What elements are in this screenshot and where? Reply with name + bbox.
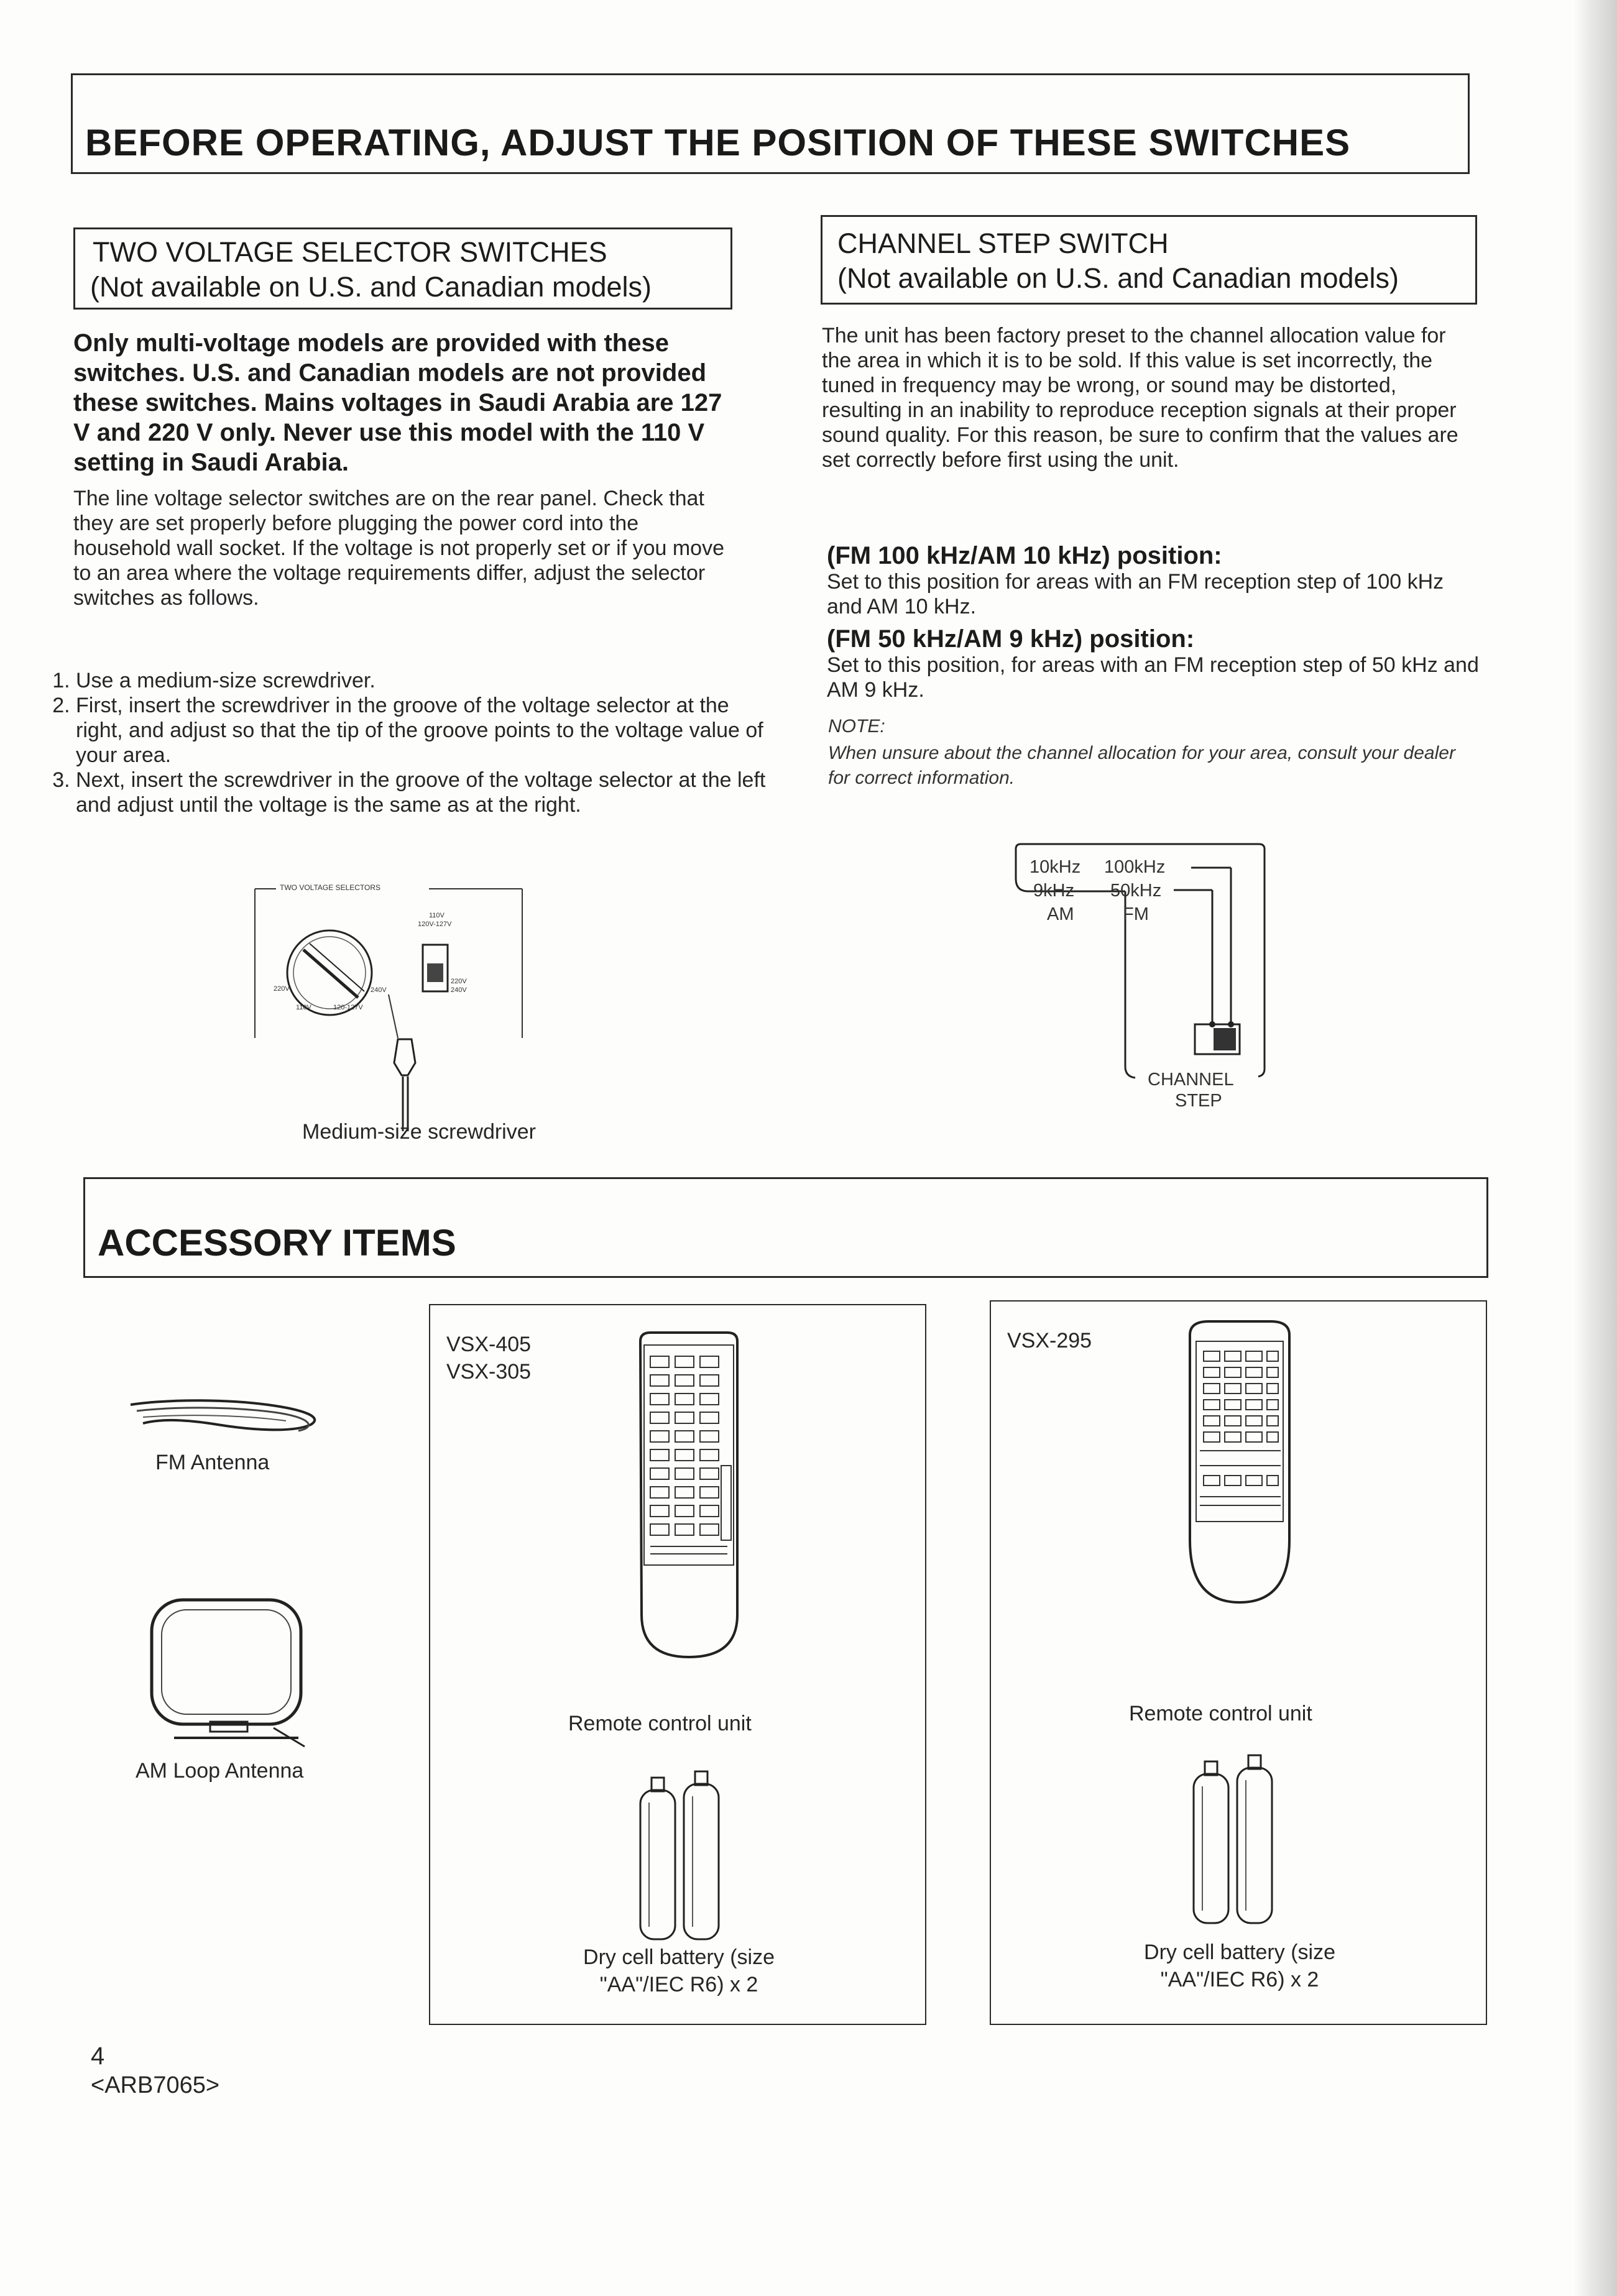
voltage-selector-diagram bbox=[249, 876, 535, 1137]
voltage-steps bbox=[45, 668, 766, 817]
label-fm: FM bbox=[1123, 904, 1149, 924]
label-channel: CHANNEL bbox=[1148, 1070, 1234, 1090]
voltage-label: 110V bbox=[296, 1004, 311, 1011]
position-50k-text: Set to this position, for areas with an FM reception step of 50 kHz and AM 9 kHz. bbox=[827, 653, 1479, 702]
channel-subtitle: (Not available on U.S. and Canadian models) bbox=[837, 262, 1399, 294]
fm-antenna-illustration bbox=[124, 1380, 336, 1454]
position-100k-heading: (FM 100 kHz/AM 10 kHz) position: bbox=[827, 542, 1222, 569]
channel-body-text: The unit has been factory preset to the channel allocation value for the area in which it is to be sold. If this value is set incorrectly, the tuned in frequency may be wrong, or sound may be distorted, resulting in an inability to reproduce reception signals at their proper sound quality. For this reason, be sure to confirm that the values are set correctly before first using the unit. bbox=[822, 324, 1458, 472]
note-label: NOTE: bbox=[828, 716, 885, 737]
fm-antenna-caption: FM Antenna bbox=[155, 1451, 270, 1474]
battery-caption-line1: Dry cell battery (size bbox=[1144, 1940, 1335, 1964]
voltage-label: 110V bbox=[429, 912, 445, 919]
accessory-box-vsx405 bbox=[429, 1304, 926, 2025]
label-50khz: 50kHz bbox=[1110, 881, 1162, 901]
model-vsx295: VSX-295 bbox=[1007, 1329, 1092, 1352]
remote-caption: Remote control unit bbox=[568, 1712, 752, 1735]
label-10khz: 10kHz bbox=[1030, 857, 1081, 877]
voltage-label: 240V bbox=[451, 986, 467, 994]
voltage-label: 220V bbox=[274, 985, 290, 993]
voltage-warning-text: Only multi-voltage models are provided with these switches. U.S. and Canadian models are not provided these switches. Mains voltages in Saudi Arabia are 127 V and 220 V only. Never use this model with the 110 V setting in Saudi Arabia. bbox=[73, 329, 722, 476]
label-100khz: 100kHz bbox=[1104, 857, 1166, 877]
position-100k-text: Set to this position for areas with an FM reception step of 100 kHz and AM 10 kHz. bbox=[827, 570, 1444, 618]
accessory-box-vsx295 bbox=[990, 1300, 1487, 2025]
remote-control-illustration bbox=[1177, 1316, 1302, 1615]
channel-step-diagram bbox=[1007, 840, 1281, 1116]
page-number: 4 bbox=[91, 2042, 105, 2070]
label-step: STEP bbox=[1175, 1091, 1222, 1111]
accessory-banner bbox=[83, 1177, 1488, 1278]
voltage-title-box bbox=[73, 227, 732, 310]
diagram-label: TWO VOLTAGE SELECTORS bbox=[280, 883, 381, 892]
model-vsx305: VSX-305 bbox=[446, 1360, 532, 1384]
model-vsx405: VSX-405 bbox=[446, 1333, 532, 1356]
voltage-subtitle: (Not available on U.S. and Canadian models) bbox=[90, 271, 652, 303]
am-antenna-caption: AM Loop Antenna bbox=[136, 1759, 304, 1783]
remote-control-illustration bbox=[628, 1329, 752, 1677]
battery-caption-line1: Dry cell battery (size bbox=[583, 1945, 775, 1969]
screwdriver-caption: Medium-size screwdriver bbox=[302, 1120, 536, 1144]
voltage-label: 240V bbox=[371, 986, 387, 994]
step-item: 2. First, insert the screwdriver in the groove of the voltage selector at the right, and adjust so that the tip of the groove points to the voltage value of your area. bbox=[76, 693, 766, 768]
battery-caption-line2: "AA"/IEC R6) x 2 bbox=[1160, 1968, 1319, 1991]
step-item: 1. Use a medium-size screwdriver. bbox=[76, 668, 766, 693]
banner-title: BEFORE OPERATING, ADJUST THE POSITION OF THESE SWITCHES bbox=[85, 122, 1351, 163]
page-edge-shadow bbox=[1573, 0, 1617, 2296]
channel-title-box bbox=[821, 215, 1477, 305]
voltage-title: TWO VOLTAGE SELECTOR SWITCHES bbox=[93, 236, 607, 268]
position-50k-heading: (FM 50 kHz/AM 9 kHz) position: bbox=[827, 625, 1195, 653]
voltage-body-text: The line voltage selector switches are on the rear panel. Check that they are set properly before plugging the power cord into the household wall socket. If the voltage is not properly set or if you move to an area where the voltage requirements differ, adjust the selector switches as follows. bbox=[73, 487, 724, 610]
label-9khz: 9kHz bbox=[1033, 881, 1075, 901]
am-loop-antenna-illustration bbox=[143, 1591, 323, 1753]
note-text: When unsure about the channel allocation for your area, consult your dealer for correct information. bbox=[828, 743, 1455, 788]
top-banner bbox=[71, 73, 1470, 174]
battery-caption-line2: "AA"/IEC R6) x 2 bbox=[599, 1973, 758, 1996]
battery-illustration bbox=[628, 1765, 740, 1952]
voltage-label: 220V bbox=[451, 978, 467, 985]
label-am: AM bbox=[1047, 904, 1074, 924]
remote-caption: Remote control unit bbox=[1129, 1702, 1312, 1725]
document-code: <ARB7065> bbox=[91, 2072, 220, 2098]
battery-illustration bbox=[1181, 1749, 1293, 1936]
step-item: 3. Next, insert the screwdriver in the groove of the voltage selector at the left and adjust until the voltage is the same as at the right. bbox=[76, 768, 766, 817]
voltage-label: 120V-127V bbox=[418, 921, 452, 928]
accessory-banner-title: ACCESSORY ITEMS bbox=[98, 1222, 456, 1264]
channel-title: CHANNEL STEP SWITCH bbox=[837, 227, 1169, 259]
voltage-label: 120-127V bbox=[333, 1004, 363, 1011]
